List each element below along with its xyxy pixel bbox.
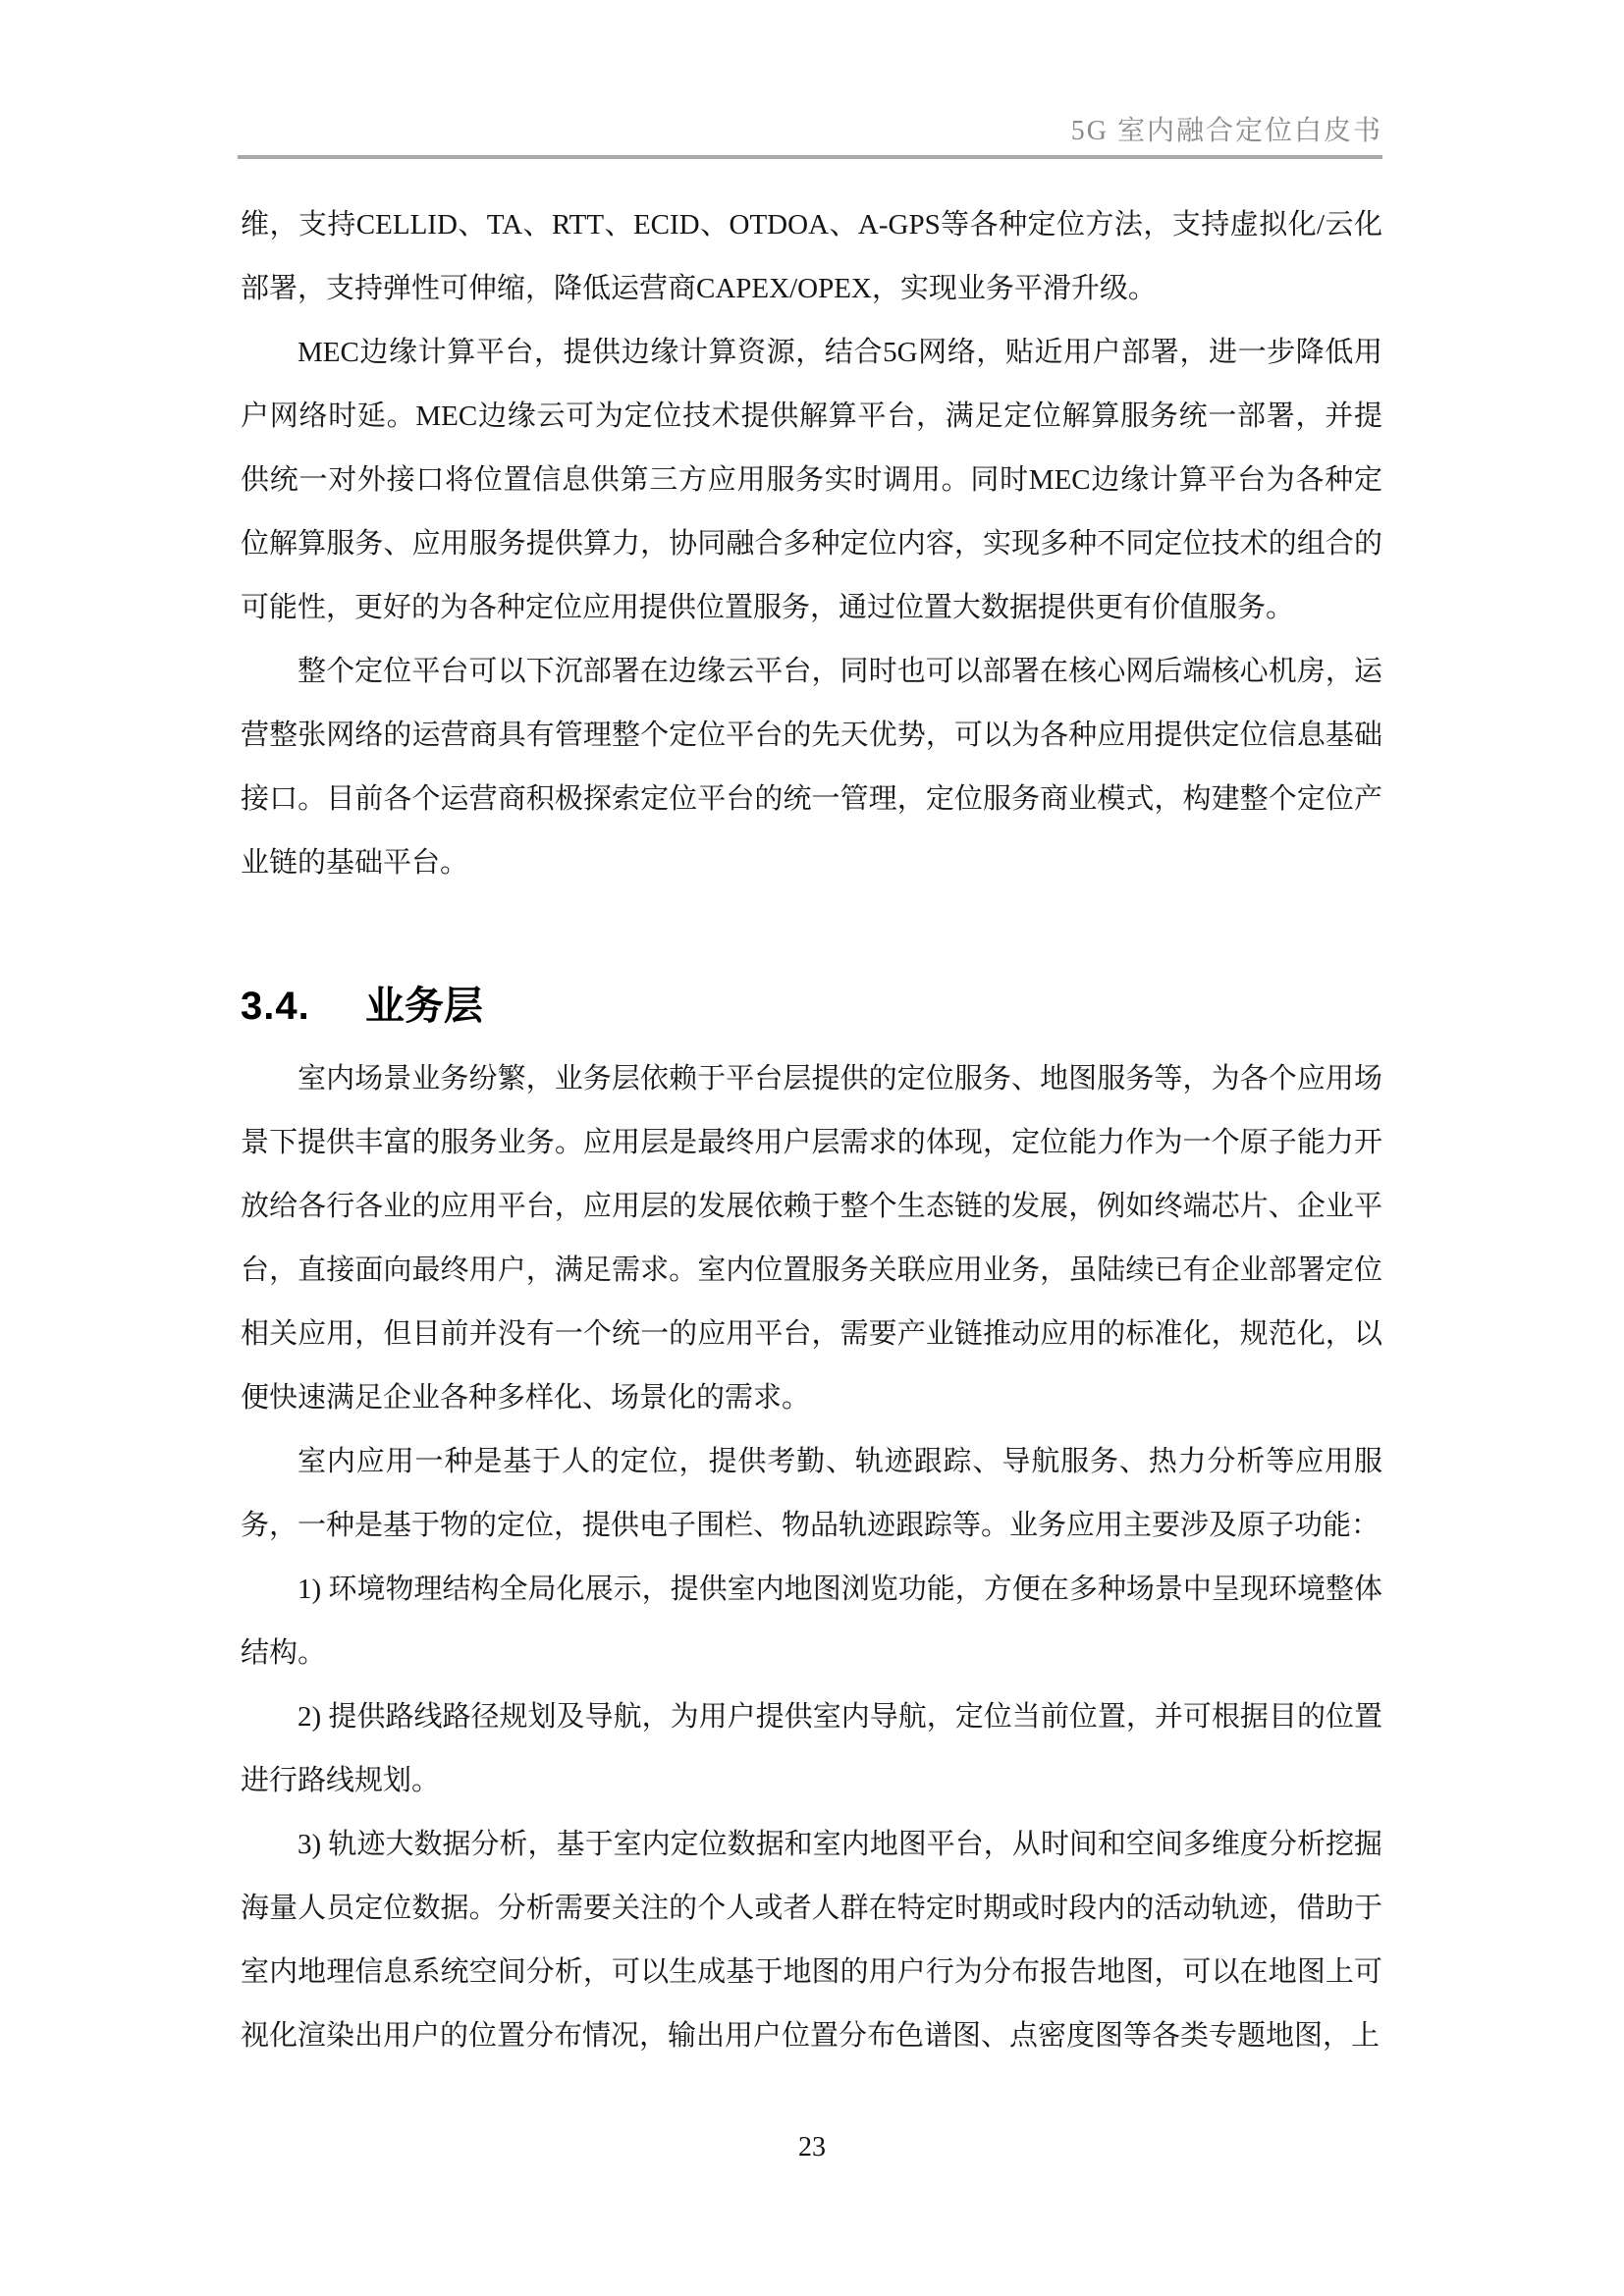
section-title: 业务层 xyxy=(364,985,483,1028)
running-header-title: 5G 室内融合定位白皮书 xyxy=(1070,116,1382,146)
list-item-paragraph: 3) 轨迹大数据分析，基于室内定位数据和室内地图平台，从时间和空间多维度分析挖掘海量人员定位数据。分析需要关注的个人或者人群在特定时期或时段内的活动轨迹，借助于室内地理信息系统空间分析，可以生成基于地图的用户行为分布报告地图，可以在地图上可视化渲染出用户的位置分布情况，输出用户位置分布色谱图、点密度图等各类专题地图，上 xyxy=(241,1829,1382,2052)
body-paragraph: 室内场景业务纷繁，业务层依赖于平台层提供的定位服务、地图服务等，为各个应用场景下提供丰富的服务业务。应用层是最终用户层需求的体现，定位能力作为一个原子能力开放给各行各业的应用平台，应用层的发展依赖于整个生态链的发展，例如终端芯片、企业平台，直接面向最终用户，满足需求。室内位置服务关联应用业务，虽陆续已有企业部署定位相关应用，但目前并没有一个统一的应用平台，需要产业链推动应用的标准化，规范化，以便快速满足企业各种多样化、场景化的需求。 xyxy=(241,1063,1382,1414)
page-number: 23 xyxy=(798,2132,826,2163)
body-paragraph: 整个定位平台可以下沉部署在边缘云平台，同时也可以部署在核心网后端核心机房，运营整张网络的运营商具有管理整个定位平台的先天优势，可以为各种应用提供定位信息基础接口。目前各个运营商积极探索定位平台的统一管理，定位服务商业模式，构建整个定位产业链的基础平台。 xyxy=(241,656,1382,879)
body-paragraph: MEC边缘计算平台，提供边缘计算资源，结合5G网络，贴近用户部署，进一步降低用户网络时延。MEC边缘云可为定位技术提供解算平台，满足定位解算服务统一部署，并提供统一对外接口将位置信息供第三方应用服务实时调用。同时MEC边缘计算平台为各种定位解算服务、应用服务提供算力，协同融合多种定位内容，实现多种不同定位技术的组合的可能性，更好的为各种定位应用提供位置服务，通过位置大数据提供更有价值服务。 xyxy=(241,337,1382,623)
section-number: 3.4. xyxy=(241,985,310,1028)
body-paragraph: 室内应用一种是基于人的定位，提供考勤、轨迹跟踪、导航服务、热力分析等应用服务，一种是基于物的定位，提供电子围栏、物品轨迹跟踪等。业务应用主要涉及原子功能： xyxy=(241,1446,1382,1541)
section-heading xyxy=(241,982,1382,1031)
list-item-paragraph: 2) 提供路线路径规划及导航，为用户提供室内导航，定位当前位置，并可根据目的位置进行路线规划。 xyxy=(241,1701,1382,1796)
body-paragraph: 维，支持CELLID、TA、RTT、ECID、OTDOA、A-GPS等各种定位方法，支持虚拟化/云化部署，支持弹性可伸缩，降低运营商CAPEX/OPEX，实现业务平滑升级。 xyxy=(241,209,1382,304)
page-content xyxy=(241,193,1382,2068)
header-rule xyxy=(238,155,1382,159)
list-item-paragraph: 1) 环境物理结构全局化展示，提供室内地图浏览功能，方便在多种场景中呈现环境整体结构。 xyxy=(241,1574,1382,1669)
